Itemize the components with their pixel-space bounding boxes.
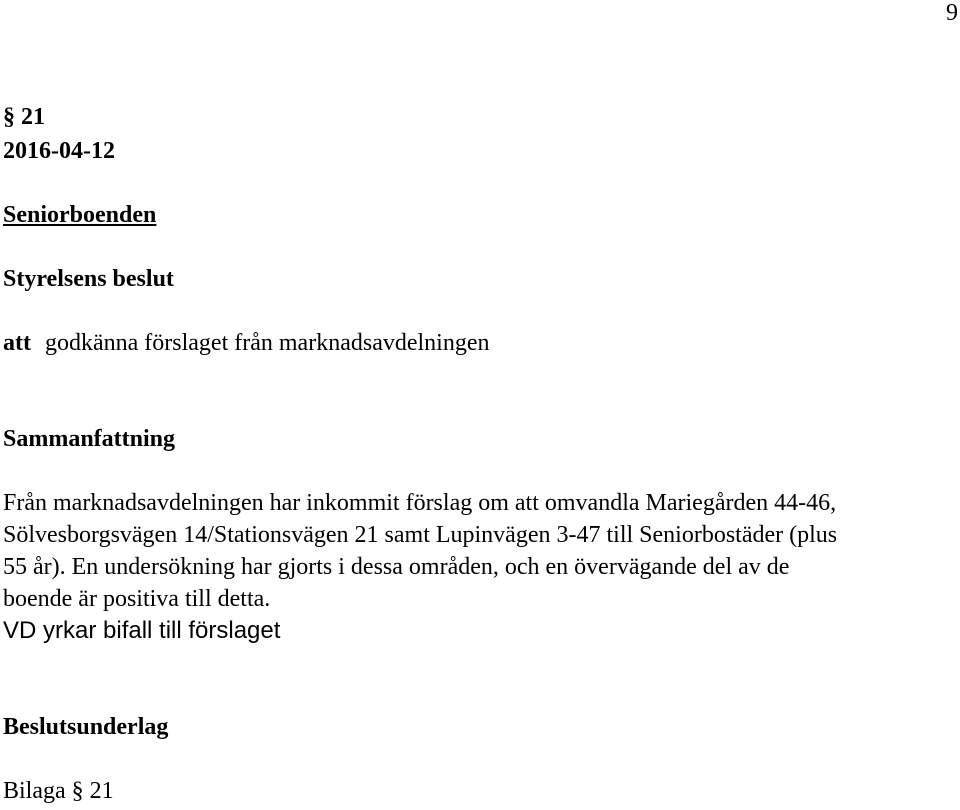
decision-heading: Styrelsens beslut xyxy=(3,266,174,292)
summary-body xyxy=(3,487,837,647)
meeting-date: 2016-04-12 xyxy=(3,138,115,164)
section-symbol: § xyxy=(3,104,15,130)
summary-line: Sölvesborgsvägen 14/Stationsvägen 21 samt Lupinvägen 3-47 till Seniorbostäder (plus xyxy=(3,522,838,548)
decision-text: godkänna förslaget från marknadsavdelningen xyxy=(44,330,490,356)
page-number: 9 xyxy=(946,0,958,26)
summary-line: 55 år). En undersökning har gjorts i dessa områden, och en övervägande del av de xyxy=(3,554,790,580)
summary-heading: Sammanfattning xyxy=(3,426,176,452)
basis-heading: Beslutsunderlag xyxy=(3,714,169,740)
decision-line xyxy=(3,327,490,359)
decision-att: att xyxy=(3,330,31,356)
summary-line: boende är positiva till detta. xyxy=(3,586,271,612)
section-number: 21 xyxy=(21,104,45,130)
attachment-reference: Bilaga § 21 xyxy=(3,778,114,804)
section-reference xyxy=(3,101,45,133)
summary-line: Från marknadsavdelningen har inkommit förslag om att omvandla Mariegården 44-46, xyxy=(3,490,837,516)
subject-title: Seniorboenden xyxy=(3,202,157,228)
summary-recommendation: VD yrkar bifall till förslaget xyxy=(3,617,281,644)
